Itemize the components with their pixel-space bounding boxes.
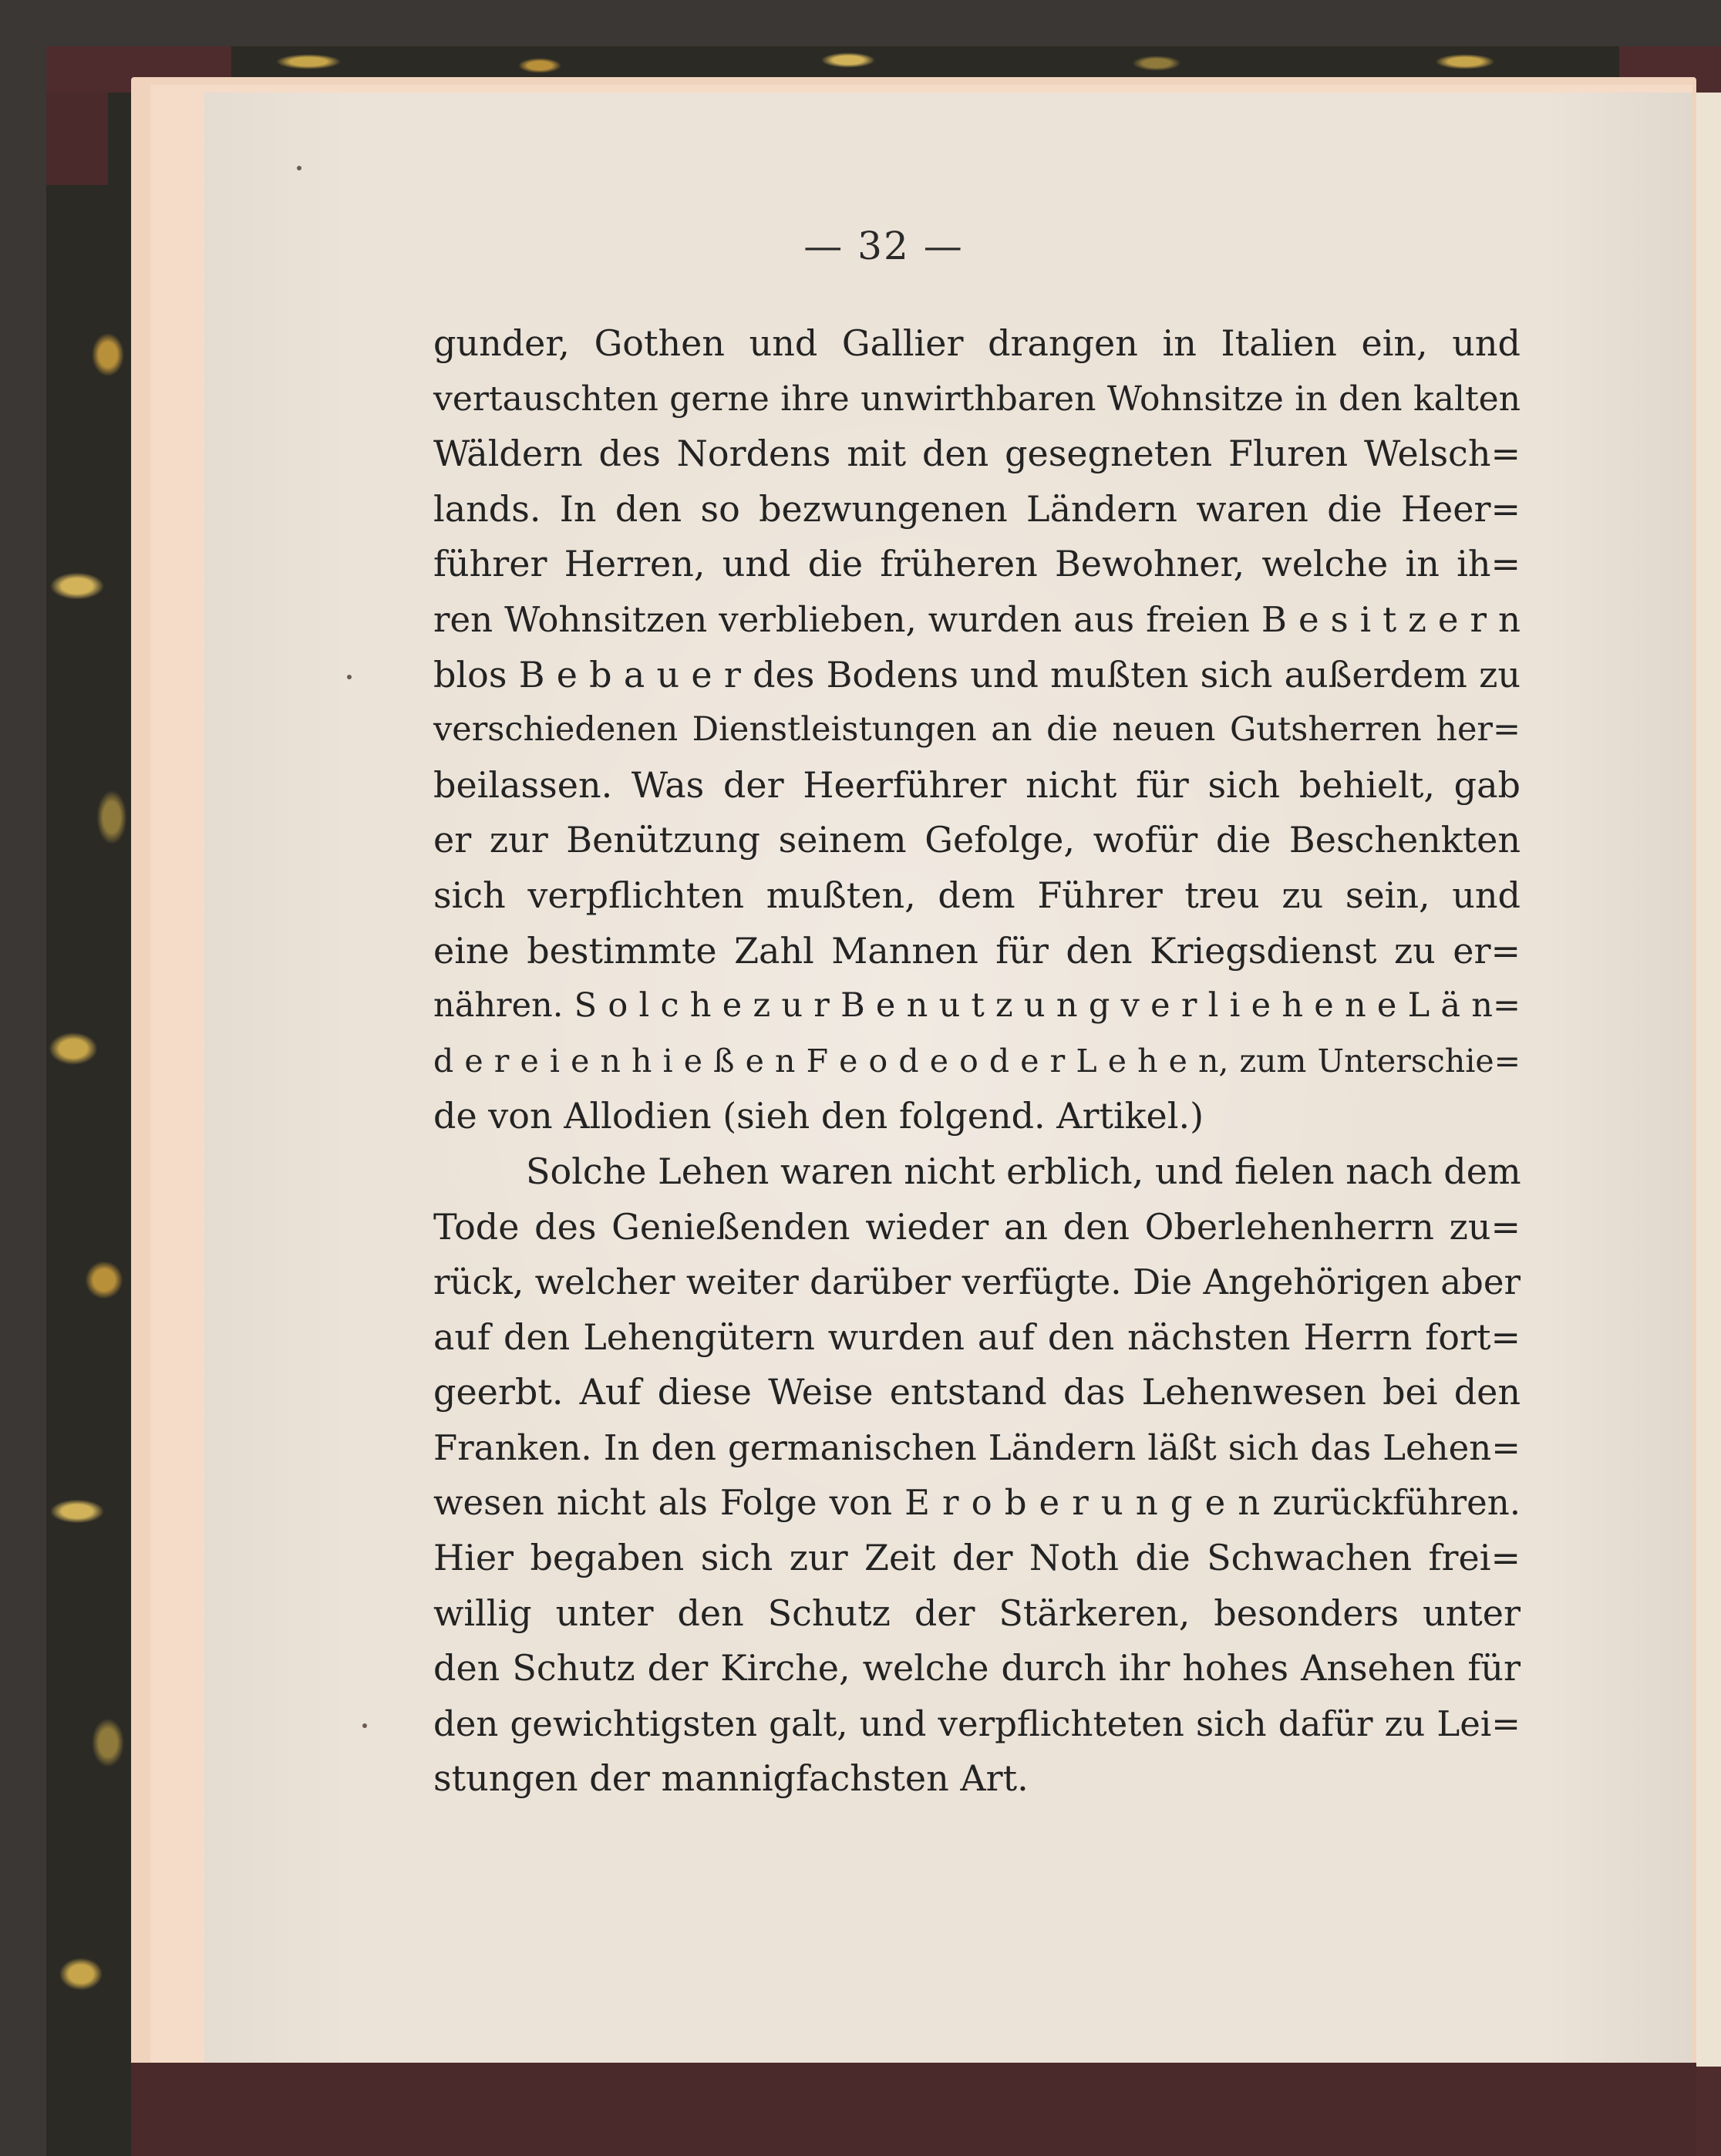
text-line: rück, welcher weiter darüber verfügte. Die Angehörigen aber [433, 1262, 1521, 1303]
text-line: nähren. S o l c h e z u r B e n u t z u n g v e r l i e h e n e L ä n= [433, 986, 1521, 1026]
page-number [0, 224, 1721, 268]
marbled-binding-top [231, 46, 1619, 81]
marbled-binding-left [46, 46, 131, 2156]
text-line: auf den Lehengütern wurden auf den nächsten Herrn fort= [433, 1315, 1521, 1358]
text-line: d e r e i e n h i e ß e n F e o d e o d e r L e h e n, zum Unterschie= [433, 1042, 1521, 1080]
text-line: beilassen. Was der Heerführer nicht für sich behielt, gab [433, 763, 1521, 806]
text-line: gunder, Gothen und Gallier drangen in Italien ein, und [433, 322, 1521, 364]
binding-bottom [131, 2063, 1696, 2156]
text-line: ren Wohnsitzen verblieben, wurden aus freien B e s i t z e r n [433, 598, 1521, 640]
text-line: willig unter den Schutz der Stärkeren, besonders unter [433, 1592, 1521, 1634]
text-line: vertauschten gerne ihre unwirthbaren Wohnsitze in den kalten [433, 379, 1521, 419]
paper-speck [347, 675, 352, 679]
text-line: lands. In den so bezwungenen Ländern waren die Heer= [433, 487, 1521, 530]
text-line: de von Allodien (sieh den folgend. Artikel.) [433, 1095, 1204, 1137]
text-line: wesen nicht als Folge von E r o b e r u n g e n zurückführen. [433, 1482, 1521, 1524]
page-number-label: — 32 — [803, 224, 964, 268]
text-line: sich verpflichten mußten, dem Führer treu zu sein, und [433, 874, 1521, 916]
text-line: eine bestimmte Zahl Mannen für den Kriegsdienst zu er= [433, 929, 1521, 972]
text-line: Tode des Genießenden wieder an den Oberlehenherrn zu= [433, 1205, 1521, 1248]
paper-speck [362, 1723, 367, 1728]
body-text [433, 316, 1521, 1807]
text-line: geerbt. Auf diese Weise entstand das Lehenwesen bei den [433, 1371, 1521, 1413]
paper-speck [297, 166, 301, 170]
text-line: er zur Benützung seinem Gefolge, wofür die Beschenkten [433, 819, 1521, 861]
text-line: Franken. In den germanischen Ländern läßt sich das Lehen= [433, 1427, 1521, 1468]
text-line: Solche Lehen waren nicht erblich, und fielen nach dem [526, 1150, 1521, 1192]
text-line: Hier begaben sich zur Zeit der Noth die Schwachen frei= [433, 1537, 1521, 1579]
text-line: den Schutz der Kirche, welche durch ihr hohes Ansehen für [433, 1647, 1521, 1689]
text-line: verschiedenen Dienstleistungen an die neuen Gutsherren her= [433, 710, 1521, 750]
text-line: Wäldern des Nordens mit den gesegneten Fluren Welsch= [433, 433, 1521, 475]
text-line: stungen der mannigfachsten Art. [433, 1757, 1029, 1800]
text-line: den gewichtigsten galt, und verpflichteten sich dafür zu Lei= [433, 1703, 1521, 1744]
text-line: führer Herren, und die früheren Bewohner, welche in ih= [433, 543, 1521, 585]
text-line: blos B e b a u e r des Bodens und mußten sich außerdem zu [433, 653, 1521, 696]
